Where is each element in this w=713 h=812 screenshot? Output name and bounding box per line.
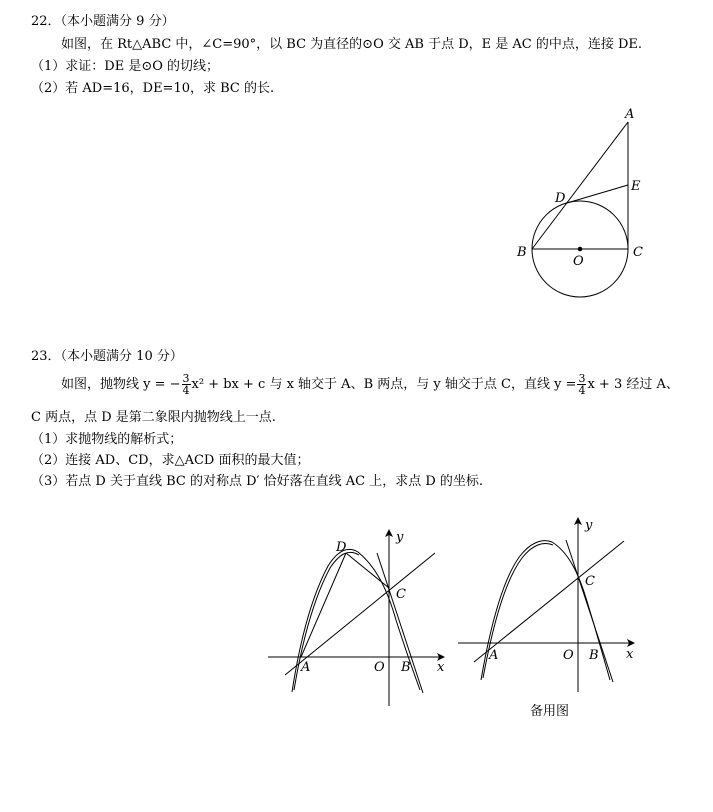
- spare-label-y: y: [585, 518, 593, 533]
- spare-figure-caption: 备用图: [530, 704, 570, 719]
- main-label-b: B: [401, 660, 411, 675]
- q23-stem-line2: C 两点，点 D 是第二象限内抛物线上一点.: [31, 410, 276, 425]
- segment-ab: [532, 122, 628, 249]
- spare-label-o: O: [563, 648, 574, 663]
- q23-spare-figure: [458, 518, 634, 692]
- q22-label-e: E: [631, 179, 641, 194]
- spare-line-ac: [474, 541, 624, 662]
- q22-label-c: C: [633, 245, 643, 260]
- q22-circle-figure: [532, 122, 628, 297]
- spare-label-c: C: [585, 574, 595, 589]
- spare-label-x: x: [626, 647, 634, 662]
- q23-main-figure: [268, 530, 444, 706]
- q22-heading: 22．（本小题满分 9 分）: [31, 14, 175, 29]
- q22-label-o: O: [573, 254, 584, 269]
- main-label-y: y: [396, 530, 404, 545]
- q22-label-a: A: [625, 107, 635, 122]
- center-point-o: [578, 247, 582, 251]
- main-label-a: A: [301, 660, 311, 675]
- q23-fraction-1: $\frac{3}{4}$: [182, 372, 190, 397]
- q23-part2: （2）连接 AD、CD，求△ACD 面积的最大值；: [31, 453, 310, 468]
- q23-stem-part-b: x² + bx + c 与 x 轴交于 A、B 两点，与 y 轴交于点 C，直线 y =: [191, 377, 577, 392]
- q23-fraction-2: $\frac{3}{4}$: [578, 372, 586, 397]
- q22-part1: （1）求证：DE 是⊙O 的切线；: [31, 59, 219, 74]
- q23-heading: 23．（本小题满分 10 分）: [31, 349, 183, 364]
- q22-stem: 如图，在 Rt△ABC 中，∠C=90°，以 BC 为直径的⊙O 交 AB 于点 D，E 是 AC 的中点，连接 DE.: [61, 37, 643, 52]
- segment-de: [567, 185, 628, 203]
- main-label-o: O: [374, 660, 385, 675]
- q22-label-d: D: [555, 191, 566, 206]
- q22-part2: （2）若 AD=16，DE=10，求 BC 的长.: [31, 81, 275, 96]
- q23-part3: （3）若点 D 关于直线 BC 的对称点 D′ 恰好落在直线 AC 上，求点 D 的坐标.: [31, 474, 484, 489]
- main-label-d: D: [336, 540, 347, 555]
- main-segment-ad: [301, 553, 346, 657]
- main-label-c: C: [396, 587, 406, 602]
- q23-stem-part-c: x + 3 经过 A、: [587, 377, 679, 392]
- q22-label-b: B: [517, 245, 527, 260]
- spare-label-b: B: [589, 648, 599, 663]
- q23-stem-part-a: 如图，抛物线 y = −: [61, 377, 181, 392]
- q23-part1: （1）求抛物线的解析式；: [31, 432, 183, 447]
- main-label-x: x: [437, 660, 445, 675]
- spare-label-a: A: [489, 648, 499, 663]
